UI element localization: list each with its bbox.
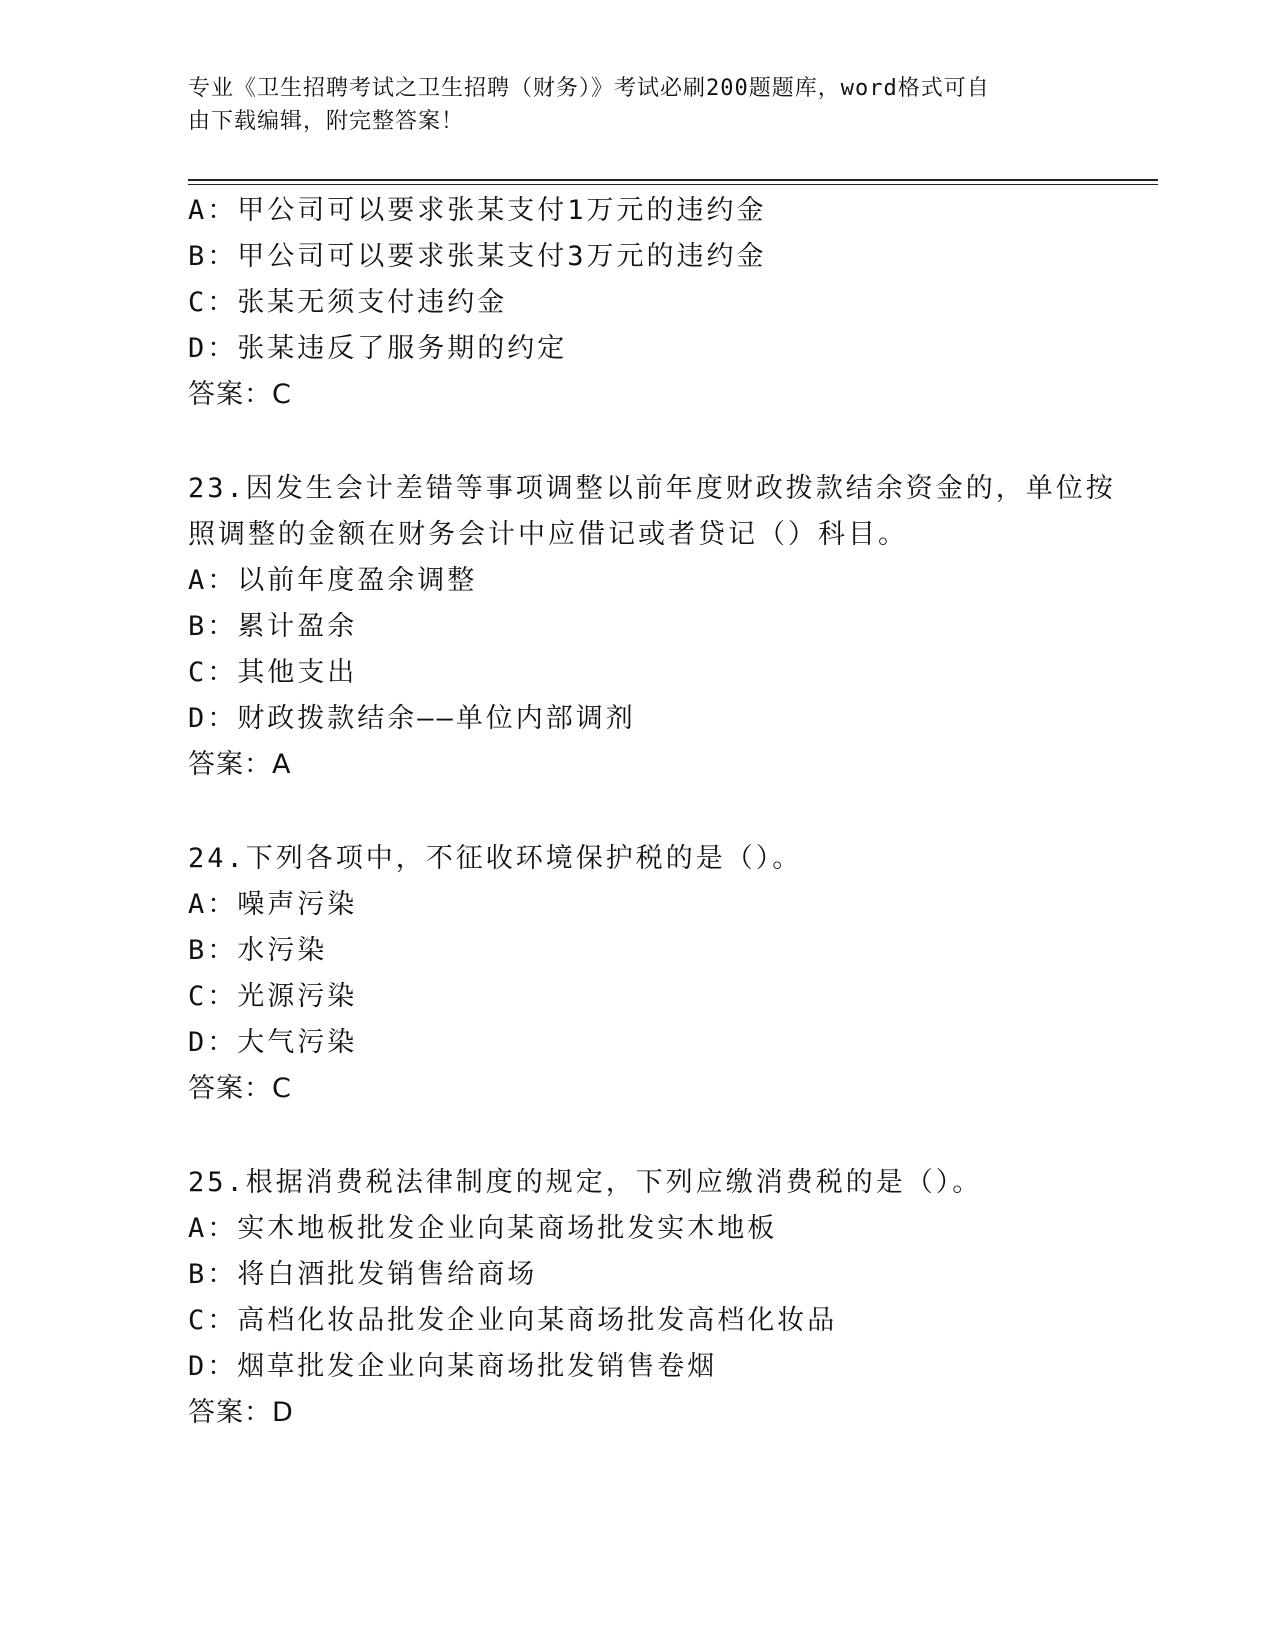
option-a: A：噪声污染 [188,889,358,920]
option-a: A：甲公司可以要求张某支付1万元的违约金 [188,195,767,226]
option-c: C：光源污染 [188,981,358,1012]
question-stem: 25.根据消费税法律制度的规定，下列应缴消费税的是（）。 [188,1167,983,1198]
option-a: A：以前年度盈余调整 [188,565,478,596]
option-d: D：财政拨款结余——单位内部调剂 [188,703,636,734]
header-rule-thin [188,184,1158,185]
option-c: C：高档化妆品批发企业向某商场批发高档化妆品 [188,1305,838,1336]
header-line-1: 专业《卫生招聘考试之卫生招聘（财务）》考试必刷200题题库，word格式可自 [188,76,990,101]
option-c: C：张某无须支付违约金 [188,287,508,318]
document-header [188,72,1068,138]
question-stem-continued: 照调整的金额在财务会计中应借记或者贷记（）科目。 [188,519,908,550]
option-d: D：张某违反了服务期的约定 [188,333,568,364]
question-25-block [188,1160,1088,1436]
header-rule-thick [188,179,1158,181]
question-stem: 23.因发生会计差错等事项调整以前年度财政拨款结余资金的，单位按 [188,473,1116,504]
answer-line: 答案：C [188,1073,292,1104]
option-d: D：烟草批发企业向某商场批发销售卷烟 [188,1351,718,1382]
question-22-block [188,188,1088,418]
header-line-2: 由下载编辑，附完整答案！ [188,109,465,134]
option-b: B：累计盈余 [188,611,358,642]
question-24-block [188,836,1088,1112]
answer-line: 答案：C [188,379,292,410]
option-b: B：水污染 [188,935,328,966]
question-23-block [188,466,1116,788]
question-list [188,188,1116,1436]
option-a: A：实木地板批发企业向某商场批发实木地板 [188,1213,778,1244]
option-d: D：大气污染 [188,1027,358,1058]
answer-line: 答案：A [188,749,292,780]
question-stem: 24.下列各项中，不征收环境保护税的是（）。 [188,843,803,874]
answer-line: 答案：D [188,1397,294,1428]
option-b: B：甲公司可以要求张某支付3万元的违约金 [188,241,767,272]
option-b: B：将白酒批发销售给商场 [188,1259,538,1290]
option-c: C：其他支出 [188,657,358,688]
